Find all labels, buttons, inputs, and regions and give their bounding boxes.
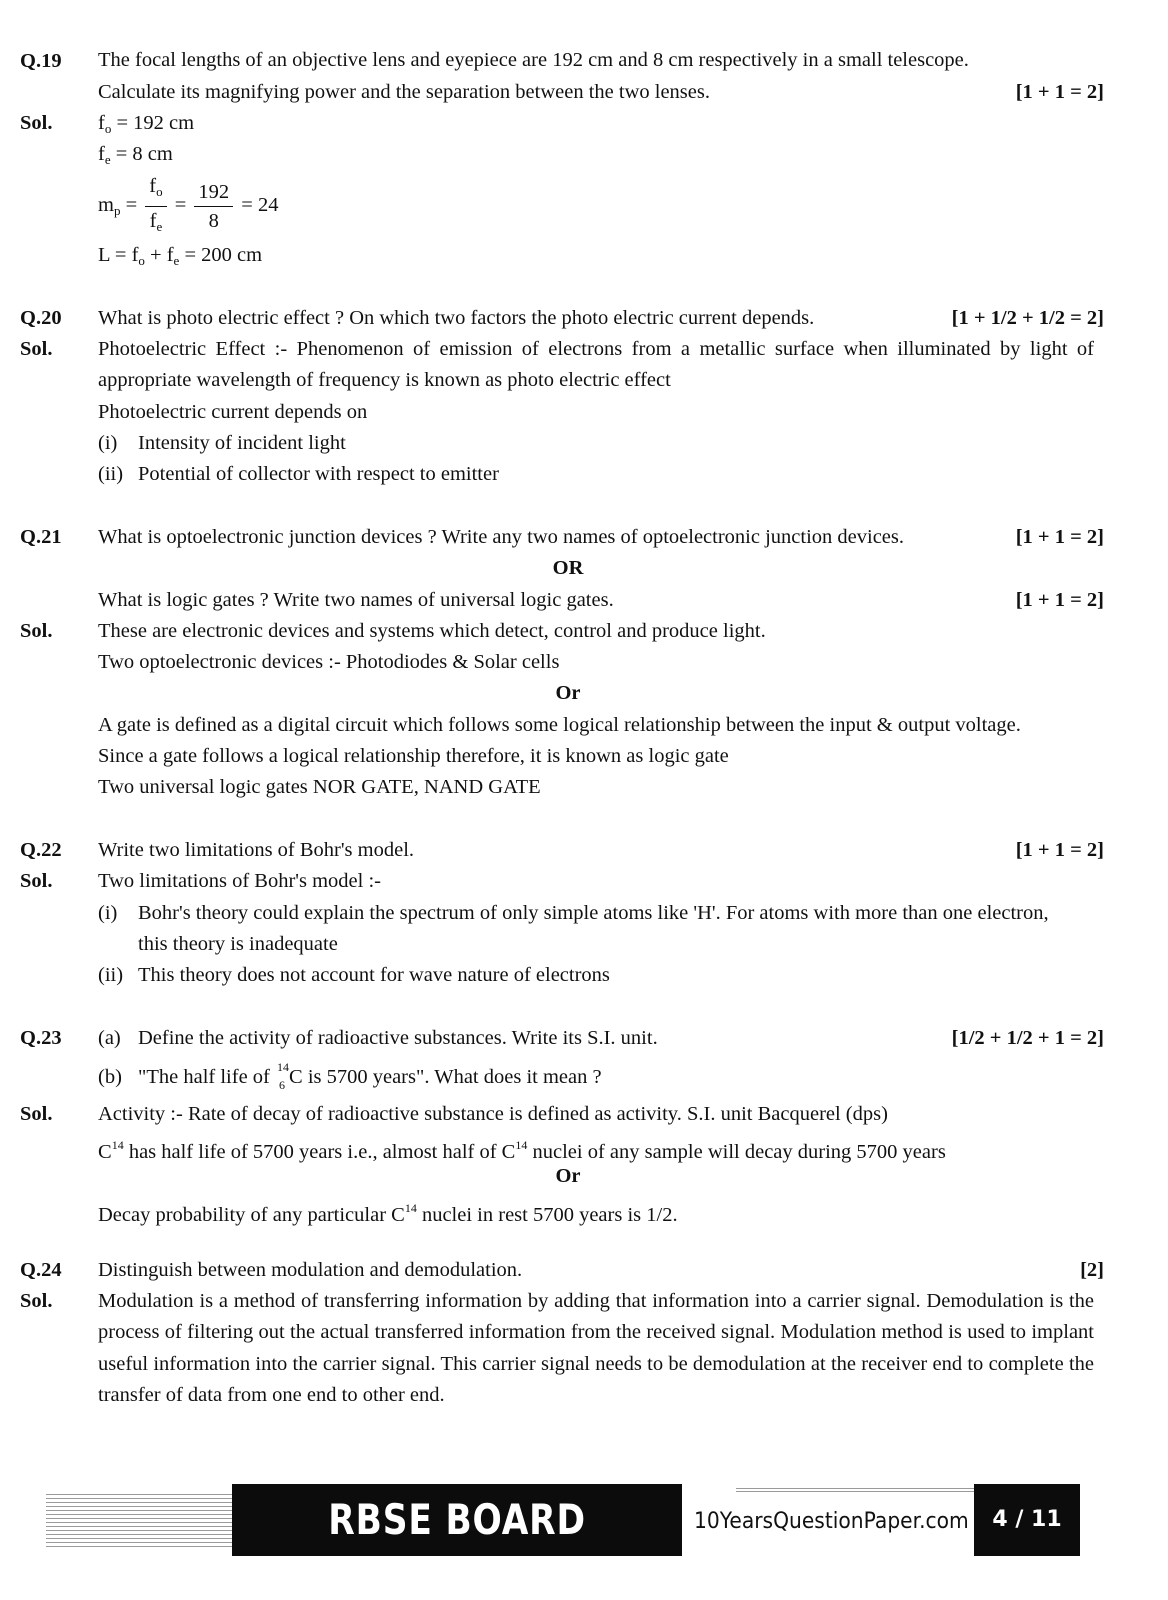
q23-b-post: C is 5700 years". What does it mean ? [289, 1066, 602, 1088]
q20-item-i-num: (i) [98, 432, 118, 454]
q19-marks: [1 + 1 = 2] [1015, 81, 1104, 103]
footer-site [682, 1494, 972, 1550]
q19-label: Q.19 [20, 50, 62, 72]
q24-paragraph: Modulation is a method of transferring information by adding that information into a carrier signal. Demodulation is the process of filtering out the actual transferred information from the received signal. Modulation method is used to implant useful information into the carrier signal. This carrier signal needs to be demodulation at the receiver end to complete the transfer of data from one end to other end. [98, 1290, 1094, 1407]
q22-label: Q.22 [20, 839, 62, 861]
length-sub-e: e [173, 253, 180, 268]
q23-b-num: (b) [98, 1066, 122, 1088]
q23-sol-line2-end: nuclei of any sample will decay during 5700 years [527, 1141, 946, 1163]
c-sup-2: 14 [515, 1138, 528, 1152]
mass-number: 14 [277, 1060, 290, 1075]
q23-sol-line3-pre: Decay probability of any particular C [98, 1204, 405, 1226]
q23-a-text: Define the activity of radioactive substances. Write its S.I. unit. [138, 1027, 658, 1049]
q19-fe-symbol: f [98, 143, 105, 165]
footer-brand-text: RBSE BOARD [328, 1495, 586, 1544]
q19-fo-line [98, 109, 194, 143]
q19-fo-symbol: f [98, 112, 105, 134]
footer-brand [232, 1484, 682, 1556]
q20-paragraph: Photoelectric Effect :- Phenomenon of emission of electrons from a metallic surface when illuminated by light of appropriate wavelength of frequency is known as photo electric effect [98, 338, 1094, 392]
q21-marks: [1 + 1 = 2] [1015, 526, 1104, 548]
atomic-number: 6 [279, 1078, 286, 1093]
q22-item-ii-text: This theory does not account for wave nature of electrons [138, 964, 610, 986]
q20-marks: [1 + 1/2 + 1/2 = 2] [951, 307, 1104, 329]
q19-question-line2: Calculate its magnifying power and the separation between the two lenses. [98, 81, 710, 103]
c-symbol: C [98, 1141, 112, 1163]
equals-2: = [174, 194, 187, 217]
q22-intro: Two limitations of Bohr's model :- [98, 870, 381, 892]
q20-depends: Photoelectric current depends on [98, 401, 368, 423]
fraction-fe-sub: e [156, 219, 163, 234]
fraction-fo-sub: o [156, 184, 163, 199]
q23-marks: [1/2 + 1/2 + 1 = 2] [951, 1027, 1104, 1049]
q22-item-ii-num: (ii) [98, 964, 124, 986]
q21-sol-label: Sol. [20, 620, 53, 642]
q23-a-num: (a) [98, 1027, 121, 1049]
q20-item-i-text: Intensity of incident light [138, 432, 346, 454]
equals-1: = [125, 194, 138, 217]
q19-question-line1: The focal lengths of an objective lens and eyepiece are 192 cm and 8 cm respectively in a small telescope. [98, 49, 969, 71]
q19-question [98, 45, 1094, 76]
footer-page-number: 4 / 11 [974, 1484, 1080, 1556]
q19-fo-value: = 192 cm [116, 112, 195, 134]
fraction-fo [145, 172, 166, 207]
footer-site-text: 10YearsQuestionPaper.com [693, 1509, 969, 1534]
length-plus-fe: + f [150, 244, 174, 266]
length-sub-o: o [138, 253, 145, 268]
c-sup-3: 14 [404, 1201, 417, 1215]
q19-sol-label: Sol. [20, 112, 53, 134]
q21-question: What is optoelectronic junction devices ? Write any two names of optoelectronic junction devices. [98, 526, 905, 548]
q22-item-i-line2: this theory is inadequate [138, 933, 338, 955]
q20-item-ii-text: Potential of collector with respect to emitter [138, 463, 499, 485]
q19-fe-sub: e [104, 152, 111, 167]
c-sup-1: 14 [111, 1138, 124, 1152]
q20-question: What is photo electric effect ? On which two factors the photo electric current depends. [98, 307, 815, 329]
q22-sol-label: Sol. [20, 870, 53, 892]
length-L: L = f [98, 244, 139, 266]
q21-or-upper: OR [552, 557, 584, 579]
q24-question: Distinguish between modulation and demodulation. [98, 1259, 523, 1281]
fraction-fo-symbol: f [149, 175, 157, 197]
fraction-8: 8 [208, 210, 219, 232]
q23-or-mixed: Or [555, 1165, 581, 1187]
q22-item-i-line1: Bohr's theory could explain the spectrum of only simple atoms like 'H'. For atoms with more than one electron, [138, 902, 1049, 924]
fraction-fe-symbol: f [149, 210, 157, 232]
q19-fo-sub: o [104, 121, 112, 136]
carbon-isotope-notation [275, 1060, 290, 1093]
q21-sol-line5: Two universal logic gates NOR GATE, NAND GATE [98, 776, 541, 798]
footer-stripes-left [46, 1494, 236, 1550]
q19-magnification-formula [98, 172, 278, 241]
fraction-fe [145, 207, 166, 241]
q23-sol-line3 [98, 1194, 678, 1229]
length-value: = 200 cm [184, 244, 263, 266]
result-24: = 24 [241, 194, 279, 217]
q23-sol-label: Sol. [20, 1103, 53, 1125]
q21-sol-line4: Since a gate follows a logical relationship therefore, it is known as logic gate [98, 745, 729, 767]
q24-marks: [2] [1080, 1259, 1104, 1281]
q23-sol-line1: Activity :- Rate of decay of radioactive substance is defined as activity. S.I. unit Bacquerel (dps) [98, 1103, 888, 1125]
q19-fe-value: = 8 cm [115, 143, 173, 165]
fraction-192-8 [194, 178, 233, 235]
q22-item-i-num: (i) [98, 902, 118, 924]
q23-b-pre: "The half life of [138, 1066, 270, 1088]
q21-question-b: What is logic gates ? Write two names of universal logic gates. [98, 589, 614, 611]
q20-item-ii-num: (ii) [98, 463, 124, 485]
mp-symbol: m [98, 194, 114, 217]
q24-sol-label: Sol. [20, 1290, 53, 1312]
q23-label: Q.23 [20, 1027, 62, 1049]
q21-label: Q.21 [20, 526, 62, 548]
q22-question: Write two limitations of Bohr's model. [98, 839, 415, 861]
q22-marks: [1 + 1 = 2] [1015, 839, 1104, 861]
q20-label: Q.20 [20, 307, 62, 329]
q23-b-text [138, 1060, 602, 1093]
fraction-fo-fe [145, 172, 166, 241]
fraction-192: 192 [194, 178, 233, 207]
q23-sol-line2-mid: has half life of 5700 years i.e., almost half of C [123, 1141, 516, 1163]
q20-sol-label: Sol. [20, 338, 53, 360]
q21-sol-line3: A gate is defined as a digital circuit which follows some logical relationship between the input & output voltage. [98, 714, 1021, 736]
footer-banner [46, 1484, 1080, 1556]
mp-sub: p [113, 203, 121, 219]
q21-sol-line1: These are electronic devices and systems which detect, control and produce light. [98, 620, 766, 642]
q21-marks-b: [1 + 1 = 2] [1015, 589, 1104, 611]
q19-length-line [98, 241, 262, 275]
q24-label: Q.24 [20, 1259, 62, 1281]
q23-sol-line3-end: nuclei in rest 5700 years is 1/2. [416, 1204, 678, 1226]
q21-sol-line2: Two optoelectronic devices :- Photodiodes & Solar cells [98, 651, 560, 673]
q21-or-mixed: Or [555, 682, 581, 704]
q23-sol-line2 [98, 1131, 946, 1166]
q19-fe-line [98, 140, 173, 174]
